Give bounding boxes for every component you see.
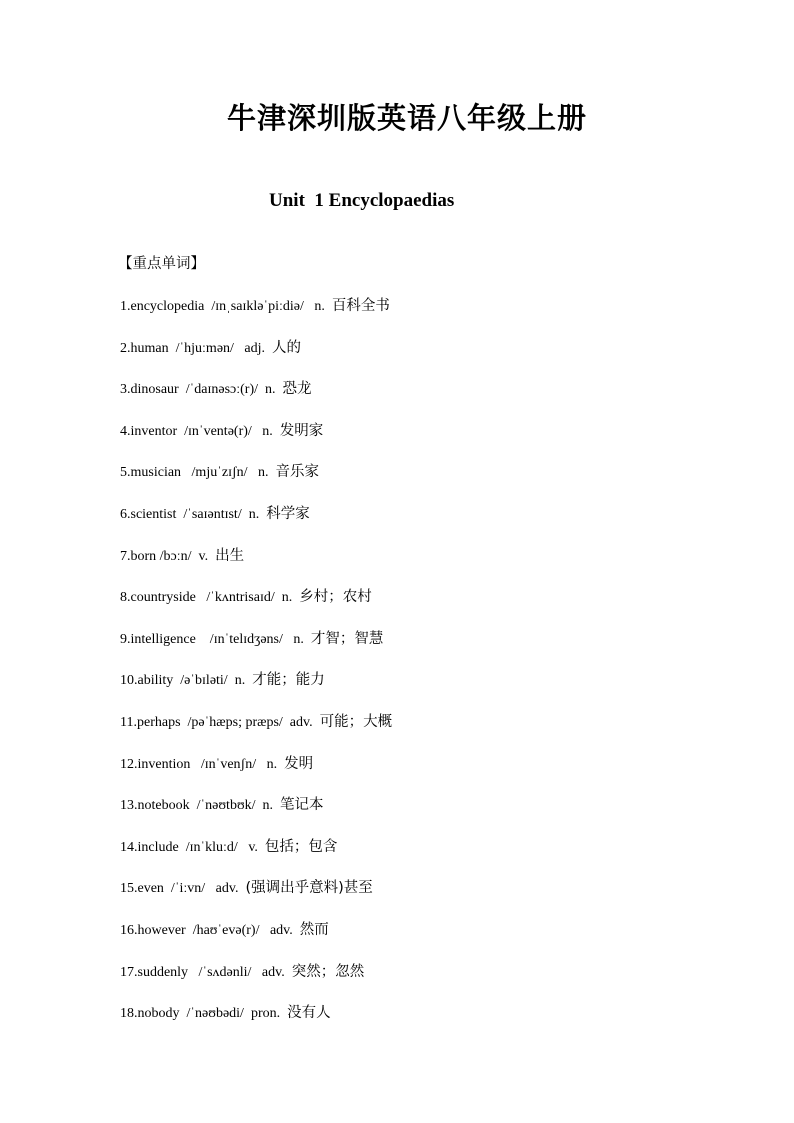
vocab-item: [120, 504, 310, 524]
vocab-entry: 18.nobody /ˈnəʊbədi/ pron.: [120, 1006, 288, 1021]
vocab-item: [120, 379, 312, 399]
section-heading: 【重点单词】: [118, 256, 205, 272]
vocab-item: [120, 462, 319, 482]
vocab-item: [120, 1003, 331, 1023]
vocab-entry: 17.suddenly /ˈsʌdənli/ adv.: [120, 965, 292, 980]
vocab-item: [120, 754, 313, 774]
vocab-item: [120, 670, 325, 690]
vocab-item: [120, 795, 324, 815]
vocab-entry: 3.dinosaur /ˈdaɪnəsɔː(r)/ n.: [120, 382, 283, 397]
vocab-meaning: (强调出乎意料)甚至: [245, 880, 373, 896]
document-title: 牛津深圳版英语八年级上册: [226, 101, 587, 135]
vocab-meaning: 突然；忽然: [291, 964, 365, 980]
vocab-item: [120, 712, 392, 732]
vocab-meaning: 恐龙: [282, 381, 312, 397]
vocab-item: [120, 878, 373, 898]
vocab-meaning: 笔记本: [280, 797, 324, 813]
vocab-meaning: 发明家: [279, 423, 324, 439]
vocab-meaning: 百科全书: [331, 298, 390, 314]
vocab-entry: 10.ability /əˈbɪləti/ n.: [120, 673, 253, 688]
vocab-entry: 9.intelligence /ɪnˈtelɪdʒəns/ n.: [120, 632, 311, 647]
vocab-meaning: 才智；智慧: [310, 631, 384, 647]
vocab-meaning: 才能；能力: [252, 672, 325, 688]
vocab-item: [120, 296, 390, 316]
vocab-entry: 4.inventor /ɪnˈventə(r)/ n.: [120, 424, 280, 439]
vocab-meaning: 科学家: [266, 506, 310, 522]
vocab-entry: 8.countryside /ˈkʌntrisaɪd/ n.: [120, 590, 300, 605]
vocab-item: [120, 338, 301, 358]
vocab-item: [120, 546, 244, 566]
vocab-meaning: 出生: [215, 548, 245, 564]
vocab-entry: 14.include /ɪnˈkluːd/ v.: [120, 840, 265, 855]
vocab-meaning: 可能；大概: [319, 714, 393, 730]
vocab-entry: 2.human /ˈhjuːmən/ adj.: [120, 341, 273, 356]
vocab-entry: 12.invention /ɪnˈvenʃn/ n.: [120, 757, 285, 772]
vocab-item: [120, 629, 383, 649]
vocab-meaning: 没有人: [287, 1005, 331, 1021]
unit-title: Unit 1 Encyclopaedias: [269, 190, 455, 211]
vocab-entry: 1.encyclopedia /ɪnˌsaɪkləˈpiːdiə/ n.: [120, 299, 332, 314]
vocab-item: [120, 421, 323, 441]
vocab-meaning: 然而: [299, 922, 329, 938]
vocab-item: [120, 962, 364, 982]
vocab-item: [120, 837, 337, 857]
vocab-entry: 13.notebook /ˈnəʊtbʊk/ n.: [120, 798, 281, 813]
vocab-entry: 7.born /bɔːn/ v.: [120, 549, 216, 564]
vocab-item: [120, 920, 329, 940]
vocab-meaning: 包括；包含: [264, 839, 338, 855]
vocab-meaning: 发明: [284, 756, 314, 772]
vocab-entry: 16.however /haʊˈevə(r)/ adv.: [120, 923, 300, 938]
vocab-meaning: 音乐家: [275, 464, 320, 480]
vocab-entry: 15.even /ˈiːvn/ adv.: [120, 881, 246, 896]
vocab-meaning: 乡村；农村: [299, 589, 372, 605]
vocab-meaning: 人的: [272, 340, 302, 356]
vocab-entry: 6.scientist /ˈsaɪəntɪst/ n.: [120, 507, 267, 522]
vocab-entry: 11.perhaps /pəˈhæps; præps/ adv.: [120, 715, 320, 730]
vocab-item: [120, 587, 372, 607]
vocab-entry: 5.musician /mjuˈzɪʃn/ n.: [120, 465, 276, 480]
